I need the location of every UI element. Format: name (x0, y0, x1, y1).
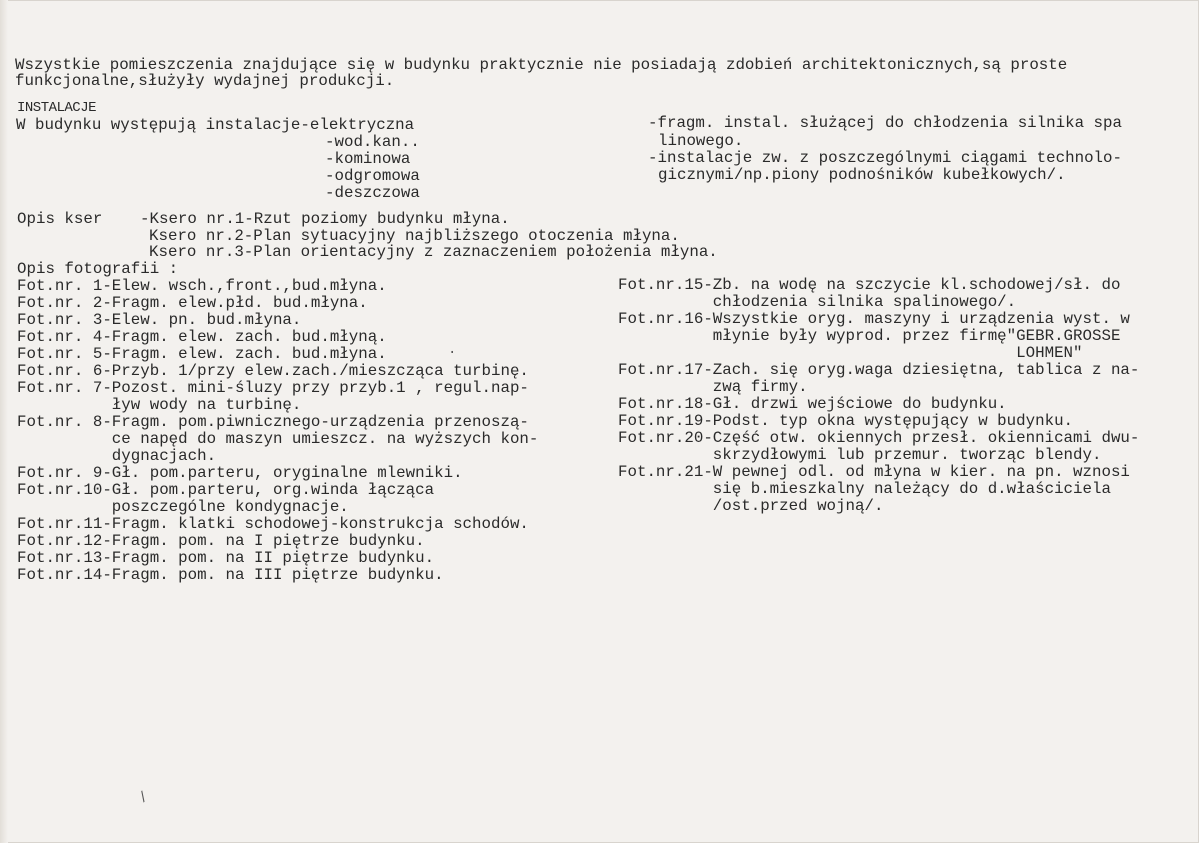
copies-label: Opis kser (17, 210, 103, 228)
photo-item: skrzydłowymi lub przemur. tworząc blendy. (618, 446, 1102, 464)
intro-line: Wszystkie pomieszczenia znajdujące się w budynku praktycznie nie posiadają zdobień architektonicznych,są proste (15, 56, 1068, 74)
photo-item: Fot.nr. 6-Przyb. 1/przy elew.zach./mieszcząca turbinę. (17, 362, 529, 380)
photo-item: Fot.nr. 3-Elew. pn. bud.młyna. (17, 311, 302, 329)
photo-item: Fot.nr. 4-Fragm. elew. zach. bud.młyną. (17, 328, 387, 346)
installation-item: -instalacje zw. z poszczególnymi ciągami technolo- (648, 149, 1122, 167)
installation-item: -kominowa (325, 150, 411, 168)
photo-item: Fot.nr.21-W pewnej odl. od młyna w kier. na pn. wznosi (618, 463, 1130, 481)
copy-item: Ksero nr.3-Plan orientacyjny z zaznaczeniem położenia młyna. (149, 243, 718, 261)
photo-item: Fot.nr.17-Zach. się oryg.waga dziesiętna, tablica z na- (618, 361, 1140, 379)
copy-item: -Ksero nr.1-Rzut poziomy budynku młyna. (140, 210, 510, 228)
intro-line: funkcjonalne,służyły wydajnej produkcji. (15, 72, 395, 90)
photo-item: Fot.nr.10-Gł. pom.parteru, org.winda łącząca (17, 481, 435, 499)
installation-item: linowego. (658, 132, 744, 150)
photo-item: Fot.nr.19-Podst. typ okna występujący w budynku. (618, 412, 1074, 430)
photo-item: zwą firmy. (618, 378, 808, 396)
installation-item: -deszczowa (325, 184, 420, 202)
photo-item: poszczególne kondygnacje. (17, 498, 349, 516)
photo-item: ce napęd do maszyn umieszcz. na wyższych kon- (17, 430, 539, 448)
photo-item: Fot.nr. 1-Elew. wsch.,front.,bud.młyna. (17, 277, 387, 295)
photo-item: Fot.nr.18-Gł. drzwi wejściowe do budynku. (618, 395, 1007, 413)
pen-tick-mark: / (135, 789, 153, 807)
photo-item: się b.mieszkalny należący do d.właściciela (618, 480, 1111, 498)
photo-item: Fot.nr.14-Fragm. pom. na III piętrze budynku. (17, 566, 444, 584)
installation-item: -wod.kan.. (325, 133, 420, 151)
photo-item: Fot.nr. 8-Fragm. pom.piwnicznego-urządzenia przenoszą- (17, 413, 529, 431)
installation-item: -odgromowa (325, 167, 420, 185)
photo-item: chłodzenia silnika spalinowego/. (618, 293, 1017, 311)
photo-item: Fot.nr.11-Fragm. klatki schodowej-konstrukcja schodów. (17, 515, 529, 533)
photo-item: młynie były wyprod. przez firmę"GEBR.GROSSE (618, 327, 1121, 345)
photo-item: Fot.nr.15-Zb. na wodę na szczycie kl.schodowej/sł. do (618, 276, 1121, 294)
photo-item: Fot.nr.12-Fragm. pom. na I piętrze budynku. (17, 532, 425, 550)
installations-heading: INSTALACJE (17, 100, 97, 116)
photos-heading: Opis fotografii : (17, 260, 179, 278)
paper-edge (0, 0, 8, 843)
pen-dot-mark: · (448, 345, 457, 361)
photo-item: Fot.nr.13-Fragm. pom. na II piętrze budynku. (17, 549, 435, 567)
photo-item: Fot.nr.20-Część otw. okiennych przesł. okiennicami dwu- (618, 429, 1140, 447)
photo-item: Fot.nr. 7-Pozost. mini-śluzy przy przyb.1 , regul.nap- (17, 379, 529, 397)
installation-item: gicznymi/np.piony podnośników kubełkowych/. (658, 166, 1066, 184)
photo-item: /ost.przed wojną/. (618, 497, 884, 515)
photo-item: LOHMEN" (618, 344, 1083, 362)
copy-item: Ksero nr.2-Plan sytuacyjny najbliższego otoczenia młyna. (149, 227, 680, 245)
photo-item: Fot.nr.16-Wszystkie oryg. maszyny i urządzenia wyst. w (618, 310, 1130, 328)
installation-item: -fragm. instal. służącej do chłodzenia silnika spa (648, 114, 1122, 132)
installation-item: W budynku występują instalacje-elektryczna (16, 116, 415, 134)
photo-item: ływ wody na turbinę. (17, 396, 302, 414)
photo-item: Fot.nr. 9-Gł. pom.parteru, oryginalne mlewniki. (17, 464, 463, 482)
photo-item: Fot.nr. 2-Fragm. elew.płd. bud.młyna. (17, 294, 368, 312)
photo-item: Fot.nr. 5-Fragm. elew. zach. bud.młyna. (17, 345, 387, 363)
photo-item: dygnacjach. (17, 447, 217, 465)
